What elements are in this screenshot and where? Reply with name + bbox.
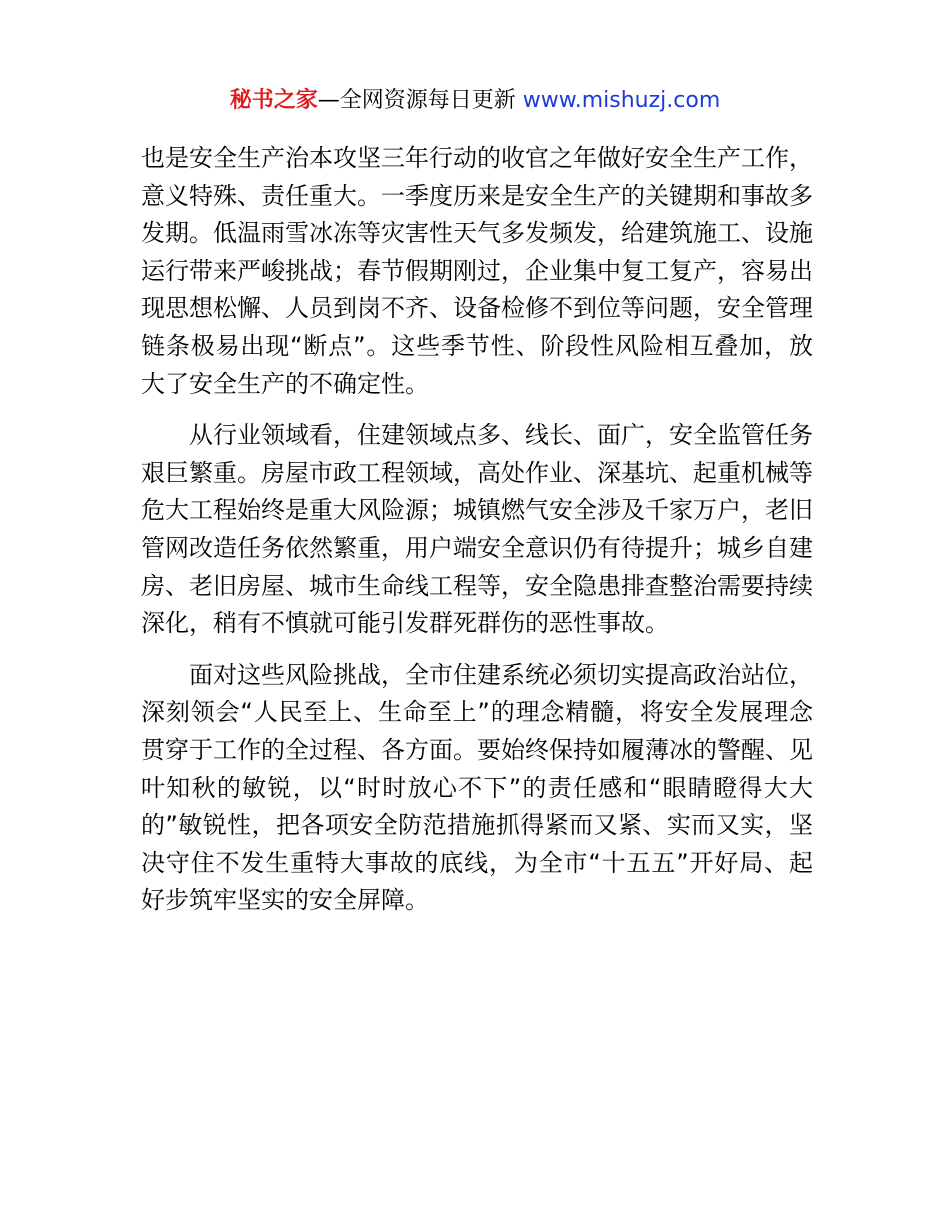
paragraph-response: 面对这些风险挑战，全市住建系统必须切实提高政治站位，深刻领会“人民至上、生命至上”的理念精髓，将安全发展理念贯穿于工作的全过程、各方面。要始终保持如履薄冰的警醒、见叶知秋的敏锐，以“时时放心不下”的责任感和“眼睛瞪得大大的”敏锐性，把各项安全防范措施抓得紧而又紧、实而又实，坚决守住不发生重特大事故的底线，为全市“十五五”开好局、起好步筑牢坚实的安全屏障。 xyxy=(141,660,813,915)
paragraph-spacer xyxy=(141,643,813,657)
paragraph-continued: 也是安全生产治本攻坚三年行动的收官之年做好安全生产工作，意义特殊、责任重大。一季度历来是安全生产的关键期和事故多发期。低温雨雪冰冻等灾害性天气多发频发，给建筑施工、设施运行带来严峻挑战；春节假期刚过，企业集中复工复产，容易出现思想松懈、人员到岗不齐、设备检修不到位等问题，安全管理链条极易出现“断点”。这些季节性、阶段性风险相互叠加，放大了安全生产的不确定性。 xyxy=(141,144,813,398)
site-brand: 秘书之家 xyxy=(229,88,318,113)
site-url-link[interactable]: www.mishuzj.com xyxy=(522,88,721,113)
paragraph-industry-risks: 从行业领域看，住建领域点多、线长、面广，安全监管任务艰巨繁重。房屋市政工程领域，高处作业、深基坑、起重机械等危大工程始终是重大风险源；城镇燃气安全涉及千家万户，老旧管网改造任务依然繁重，用户端安全意识仍有待提升；城乡自建房、老旧房屋、城市生命线工程等，安全隐患排查整治需要持续深化，稍有不慎就可能引发群死群伤的恶性事故。 xyxy=(141,421,813,638)
page-header xyxy=(0,86,950,116)
paragraph-spacer xyxy=(141,403,813,417)
document-body xyxy=(141,140,813,920)
site-tagline: —全网资源每日更新 xyxy=(317,88,523,113)
